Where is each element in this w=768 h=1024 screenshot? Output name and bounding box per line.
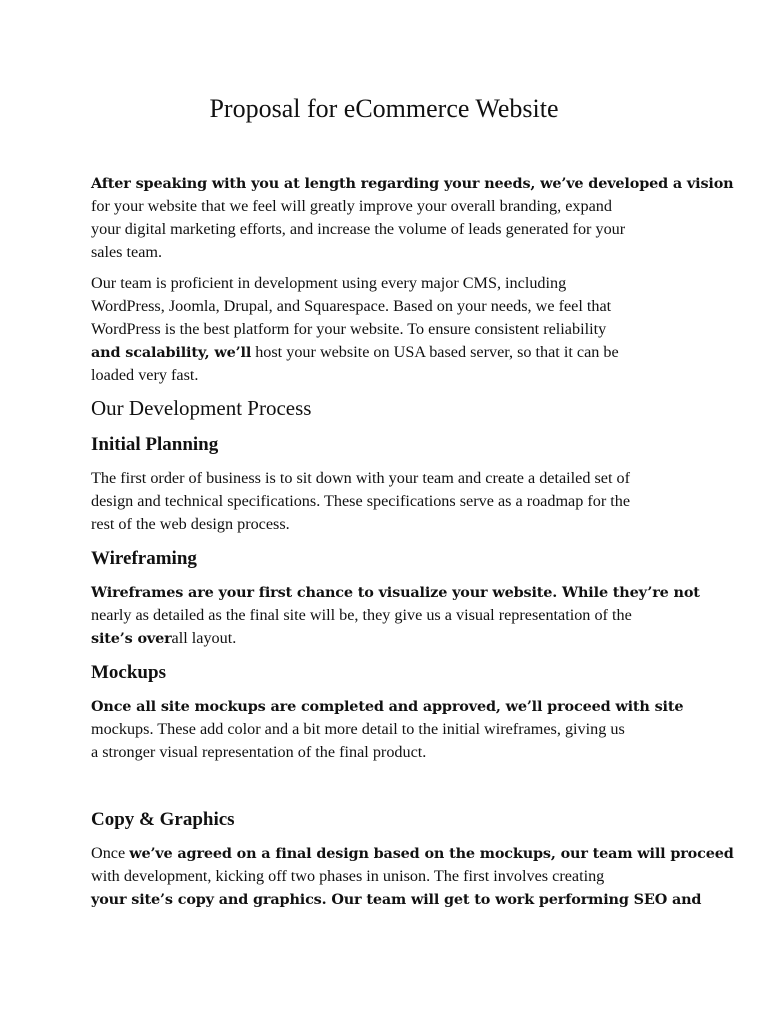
mockups-line-1: Once all site mockups are completed and approved, we’ll proceed with site [91, 698, 684, 715]
planning-line-1: The first order of business is to sit down with your team and create a detailed set of [91, 469, 630, 487]
planning-heading: Initial Planning [91, 434, 219, 455]
wireframing-paragraph [91, 581, 700, 650]
mockups-heading: Mockups [91, 662, 166, 683]
intro-line-3: your digital marketing efforts, and increase the volume of leads generated for your [91, 220, 626, 238]
document-title: Proposal for eCommerce Website [209, 94, 559, 123]
wireframing-line-1: Wireframes are your first chance to visualize your website. While they’re not [91, 584, 700, 601]
cms-line-4-rest: host your website on USA based server, so that it can be [251, 343, 619, 361]
planning-line-3: rest of the web design process. [91, 515, 290, 533]
copy-line-2: with development, kicking off two phases in unison. The first involves creating [91, 867, 605, 885]
copy-paragraph [91, 842, 734, 911]
mockups-paragraph [91, 695, 691, 764]
copy-line-1 [91, 842, 734, 865]
wireframing-line-2: nearly as detailed as the final site will be, they give us a visual representation of the [91, 606, 632, 624]
wireframing-line-3-rest: all layout. [171, 629, 237, 647]
planning-paragraph [91, 467, 691, 536]
intro-line-4: sales team. [91, 243, 163, 261]
planning-line-2: design and technical specifications. These specifications serve as a roadmap for the [91, 492, 631, 510]
process-heading: Our Development Process [91, 396, 312, 420]
intro-line-1: After speaking with you at length regarding your needs, we’ve developed a vision [91, 175, 734, 192]
intro-line-2: for your website that we feel will greatly improve your overall branding, expand [91, 197, 612, 215]
cms-line-2: WordPress, Joomla, Drupal, and Squarespace. Based on your needs, we feel that [91, 297, 612, 315]
cms-line-1: Our team is proficient in development using every major CMS, including [91, 274, 567, 292]
wireframing-line-3 [91, 627, 691, 650]
copy-line-3: your site’s copy and graphics. Our team will get to work performing SEO and [91, 891, 702, 908]
cms-line-4 [91, 341, 691, 364]
copy-line-1-start: Once [91, 844, 130, 862]
mockups-line-3: a stronger visual representation of the final product. [91, 743, 427, 761]
cms-line-4-emphasis: and scalability, we’ll [91, 344, 252, 361]
intro-paragraph [91, 172, 734, 264]
wireframing-line-3-emphasis: site’s over [91, 630, 172, 647]
wireframing-heading: Wireframing [91, 548, 197, 569]
mockups-line-2: mockups. These add color and a bit more detail to the initial wireframes, giving us [91, 720, 625, 738]
cms-line-5: loaded very fast. [91, 366, 199, 384]
copy-line-1-emphasis: we’ve agreed on a final design based on the mockups, our team will proceed [129, 845, 734, 862]
cms-paragraph [91, 272, 691, 387]
cms-line-3: WordPress is the best platform for your website. To ensure consistent reliability [91, 320, 607, 338]
copy-heading: Copy & Graphics [91, 809, 235, 830]
